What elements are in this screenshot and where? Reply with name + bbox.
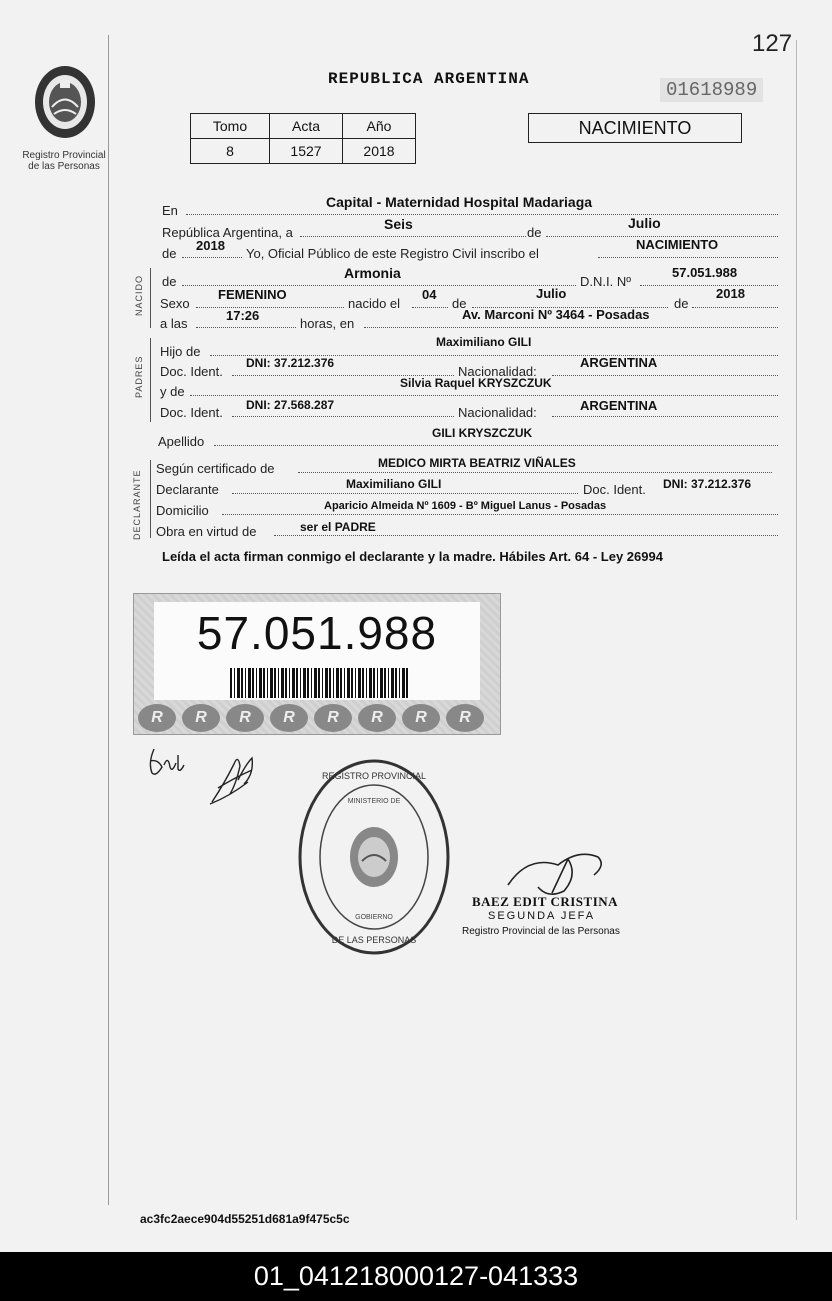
value-nac-mes: Julio [536,286,567,301]
page-number: 127 [752,30,793,57]
value-mes: Julio [628,215,661,231]
svg-text:REGISTRO PROVINCIAL: REGISTRO PROVINCIAL [321,771,427,781]
section-nacido: NACIDO [134,274,144,316]
value-padre-dni: DNI: 37.212.376 [246,356,335,370]
value-declarante-dni: DNI: 37.212.376 [663,477,752,491]
dni-sticker [133,593,501,735]
anio-value: 2018 [343,139,416,164]
value-nac-anio: 2018 [716,286,745,301]
value-obra: ser el PADRE [300,520,376,534]
value-padre-nac: ARGENTINA [580,355,658,370]
acta-value: 1527 [270,139,343,164]
svg-text:GOBIERNO: GOBIERNO [355,914,393,921]
dotted-line [274,535,778,536]
pattern-r: R [226,704,264,732]
footer-id-bar: 01_041218000127-041333 [0,1252,832,1301]
label-de-month: de [674,296,689,311]
section-divider [150,338,151,422]
dni-sticker-panel [154,602,480,700]
label-en: En [162,203,178,218]
value-nombre: Armonia [344,265,401,281]
dotted-line [364,327,778,328]
label-de: de [527,225,542,240]
label-declarante: Declarante [156,482,219,497]
label-doc-ident-1: Doc. Ident. [160,364,223,379]
label-sexo: Sexo [160,296,190,311]
pattern-r: R [182,704,220,732]
svg-text:DE LAS PERSONAS: DE LAS PERSONAS [331,935,417,945]
value-nac-dia: 04 [422,287,437,302]
label-de-day: de [452,296,467,311]
dotted-line [692,307,778,308]
acta-header: Acta [270,114,343,139]
serial-number: 01618989 [660,78,763,102]
value-sexo: FEMENINO [218,287,287,302]
label-segun: Según certificado de [156,461,275,476]
value-dni: 57.051.988 [672,265,738,280]
dotted-line [190,395,778,396]
label-nac-1: Nacionalidad: [458,364,537,379]
dotted-line [640,285,778,286]
anio-header: Año [343,114,416,139]
dotted-line [196,307,344,308]
value-domicilio: Aparicio Almeida Nº 1609 - Bº Miguel Lanus - Posadas [324,500,607,512]
value-madre: Silvia Raquel KRYSZCZUK [400,376,552,390]
section-declarante: DECLARANTE [132,469,142,540]
label-yo: Yo, Oficial Público de este Registro Civil inscribo el [246,246,539,261]
act-type-box: NACIMIENTO [528,113,742,143]
pattern-r: R [402,704,440,732]
official-role: SEGUNDA JEFA [488,910,596,922]
dotted-line [298,472,772,473]
label-nac-2: Nacionalidad: [458,405,537,420]
security-pattern [134,704,501,734]
label-doc-ident-3: Doc. Ident. [583,482,646,497]
official-name: BAEZ EDIT CRISTINA [472,894,619,909]
label-horas: horas, en [300,316,355,331]
value-acto: NACIMIENTO [636,237,719,252]
label-nacido: nacido el [348,296,401,311]
value-madre-nac: ARGENTINA [580,398,658,413]
dotted-line [552,375,778,376]
official-seal [296,757,452,957]
registry-caption: Registro Provincial de las Personas [22,150,106,172]
label-de2: de [162,246,177,261]
value-madre-dni: DNI: 27.568.287 [246,398,335,412]
record-table [190,113,416,164]
label-a-las: a las [160,316,188,331]
declarant-signature [144,745,188,781]
label-obra: Obra en virtud de [156,524,257,539]
dotted-line [598,257,778,258]
label-apellido: Apellido [158,434,205,449]
dotted-line [222,514,778,515]
pattern-r: R [138,704,176,732]
value-anio: 2018 [196,238,225,253]
dotted-line [232,493,578,494]
section-padres: PADRES [134,355,144,398]
document-hash: ac3fc2aece904d55251d681a9f475c5c [140,1212,350,1226]
section-divider [150,460,151,538]
dotted-line [412,307,448,308]
value-dia: Seis [384,216,413,232]
value-padre: Maximiliano GILI [436,335,532,349]
dotted-line [552,416,778,417]
value-certificado: MEDICO MIRTA BEATRIZ VIÑALES [378,456,576,470]
province-coat-of-arms-logo [30,62,100,146]
pattern-r: R [358,704,396,732]
page-edge [796,40,797,1220]
document-title: REPUBLICA ARGENTINA [328,70,530,88]
pattern-r: R [446,704,484,732]
value-declarante: Maximiliano GILI [346,477,442,491]
dni-sticker-number: 57.051.988 [196,607,438,659]
value-lugar-nac: Av. Marconi Nº 3464 - Posadas [462,307,650,322]
value-hora: 17:26 [226,308,260,323]
barcode [230,668,410,698]
mother-signature [204,744,260,808]
dotted-line [232,416,454,417]
label-republica: República Argentina, a [162,225,293,240]
label-domicilio: Domicilio [156,503,209,518]
dotted-line [182,257,242,258]
closing-statement: Leída el acta firman conmigo el declarante y la madre. Hábiles Art. 64 - Ley 26994 [162,549,663,564]
tomo-value: 8 [191,139,270,164]
dotted-line [186,214,778,215]
section-divider [150,268,151,328]
label-de-name: de [162,274,177,289]
label-doc-ident-2: Doc. Ident. [160,405,223,420]
pattern-r: R [270,704,308,732]
official-office: Registro Provincial de las Personas [462,926,620,937]
label-y-de: y de [160,384,185,399]
margin-line [108,35,109,1205]
dotted-line [196,327,296,328]
pattern-r: R [314,704,352,732]
dotted-line [214,445,778,446]
tomo-header: Tomo [191,114,270,139]
label-dni: D.N.I. Nº [580,274,631,289]
value-apellido: GILI KRYSZCZUK [432,426,533,440]
value-lugar: Capital - Maternidad Hospital Madariaga [326,194,593,210]
label-hijo-de: Hijo de [160,344,201,359]
svg-text:MINISTERIO DE: MINISTERIO DE [347,798,401,805]
dotted-line [300,236,526,237]
dotted-line [182,285,576,286]
